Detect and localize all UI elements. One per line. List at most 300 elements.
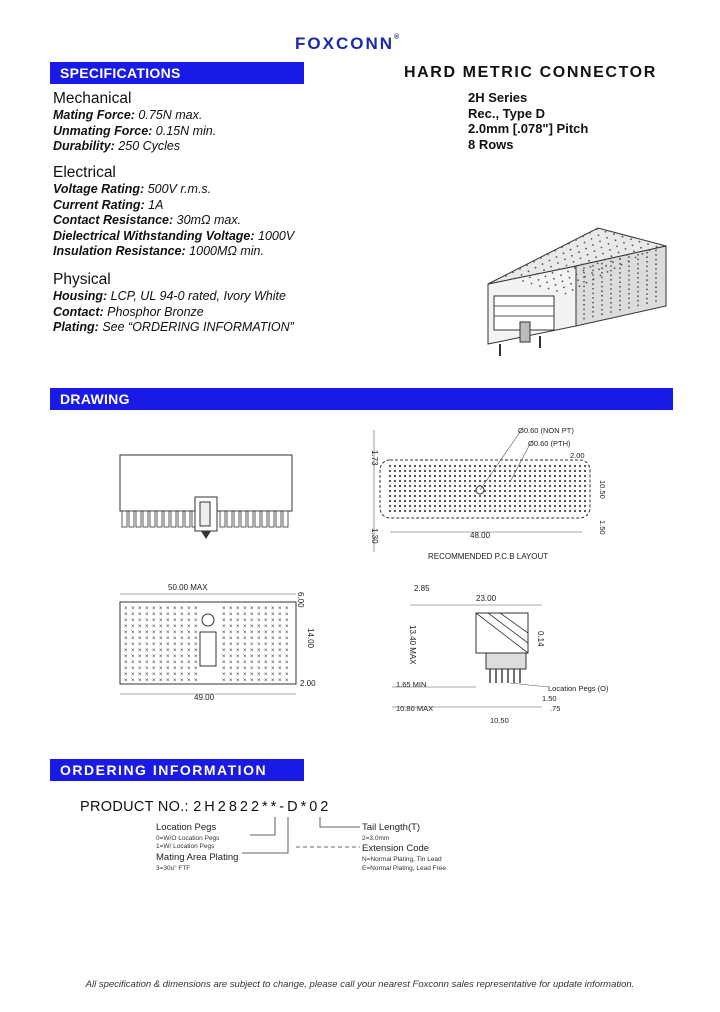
- contact-dot: [619, 286, 621, 288]
- pcb-hole: [444, 485, 446, 487]
- extension-option: E=Normal Plating, Lead Free: [362, 865, 447, 872]
- contact-dot: [601, 272, 603, 274]
- pcb-hole: [514, 480, 516, 482]
- mating-plating-option: 3=30u" FTF: [156, 865, 191, 872]
- pcb-hole: [394, 495, 396, 497]
- pcb-hole: [494, 475, 496, 477]
- dim-label: .75: [550, 704, 561, 713]
- pcb-hole: [454, 505, 456, 507]
- front-contact: ×: [187, 660, 191, 666]
- front-contact: ×: [236, 642, 240, 648]
- pcb-hole: [504, 470, 506, 472]
- contact-dot: [557, 262, 559, 264]
- front-contact: ×: [138, 618, 142, 624]
- dim-label: 6.00: [296, 592, 305, 608]
- front-contact: ×: [222, 624, 226, 630]
- front-contact: ×: [257, 678, 261, 684]
- pcb-hole: [424, 475, 426, 477]
- front-contact: ×: [124, 636, 128, 642]
- pcb-hole: [544, 470, 546, 472]
- dim-label: 49.00: [194, 693, 215, 702]
- pcb-hole: [504, 490, 506, 492]
- front-contact: ×: [194, 642, 198, 648]
- front-contact: ×: [278, 654, 282, 660]
- front-contact: ×: [173, 624, 177, 630]
- front-contact: ×: [131, 642, 135, 648]
- contact-dot: [628, 261, 630, 263]
- contact-tooth: [178, 511, 183, 527]
- contact-dot: [646, 289, 648, 291]
- pcb-hole: [404, 490, 406, 492]
- pcb-hole: [499, 500, 501, 502]
- pcb-hole: [459, 505, 461, 507]
- front-contact: ×: [236, 648, 240, 654]
- pcb-hole: [549, 505, 551, 507]
- front-contact: ×: [173, 678, 177, 684]
- pcb-hole: [494, 485, 496, 487]
- pcb-hole: [494, 480, 496, 482]
- pcb-hole: [449, 510, 451, 512]
- front-contact: ×: [264, 630, 268, 636]
- contact-dot: [570, 283, 572, 285]
- front-contact: ×: [243, 678, 247, 684]
- spec-row: Plating: See “ORDERING INFORMATION”: [53, 320, 294, 334]
- contact-dot: [540, 257, 542, 259]
- dim-label: 48.00: [470, 531, 491, 540]
- pcb-hole: [399, 505, 401, 507]
- contact-dot: [601, 309, 603, 311]
- contact-dot: [601, 286, 603, 288]
- pcb-hole: [564, 470, 566, 472]
- pcb-hole: [574, 480, 576, 482]
- pcb-hole: [394, 470, 396, 472]
- contact-dot: [583, 286, 585, 288]
- pcb-hole: [389, 495, 391, 497]
- pcb-hole: [564, 505, 566, 507]
- front-contact: ×: [264, 606, 268, 612]
- contact-dot: [583, 267, 585, 269]
- front-contact: ×: [180, 666, 184, 672]
- contact-dot: [528, 270, 530, 272]
- pcb-hole: [519, 480, 521, 482]
- pcb-hole: [524, 490, 526, 492]
- front-contact: ×: [180, 624, 184, 630]
- front-contact: ×: [285, 648, 289, 654]
- dim-label: 2.00: [570, 451, 585, 460]
- contact-dot: [655, 268, 657, 270]
- pcb-hole: [554, 490, 556, 492]
- pcb-hole: [434, 500, 436, 502]
- contact-dot: [628, 256, 630, 258]
- front-contact: ×: [229, 654, 233, 660]
- pcb-hole: [514, 510, 516, 512]
- pcb-hole: [519, 470, 521, 472]
- pcb-hole: [584, 475, 586, 477]
- front-contact: ×: [152, 660, 156, 666]
- front-contact: ×: [271, 624, 275, 630]
- contact-dot: [545, 275, 547, 277]
- pcb-hole: [504, 500, 506, 502]
- pcb-hole: [459, 495, 461, 497]
- front-contact: ×: [187, 654, 191, 660]
- front-contact: ×: [159, 642, 163, 648]
- front-contact: ×: [173, 642, 177, 648]
- contact-dot: [632, 244, 634, 246]
- front-contact: ×: [173, 666, 177, 672]
- front-contact: ×: [243, 666, 247, 672]
- contact-dot: [614, 267, 616, 269]
- front-contact: ×: [152, 678, 156, 684]
- pcb-hole: [509, 470, 511, 472]
- contact-dot: [610, 279, 612, 281]
- pcb-hole: [404, 485, 406, 487]
- front-contact: ×: [159, 678, 163, 684]
- pcb-hole: [464, 500, 466, 502]
- front-contact: ×: [236, 678, 240, 684]
- pcb-hole: [479, 495, 481, 497]
- contact-dot: [575, 239, 577, 241]
- pcb-hole: [399, 470, 401, 472]
- contact-dot: [610, 265, 612, 267]
- contact-dot: [592, 316, 594, 318]
- pcb-hole: [509, 500, 511, 502]
- front-contact: ×: [138, 660, 142, 666]
- contact-dot: [602, 253, 604, 255]
- pcb-hole: [444, 465, 446, 467]
- contact-dot: [543, 269, 545, 271]
- contact-dot: [647, 243, 649, 245]
- tail-length-label: Tail Length(T): [362, 822, 421, 833]
- front-contact: ×: [264, 642, 268, 648]
- front-contact: ×: [229, 618, 233, 624]
- front-contact: ×: [271, 618, 275, 624]
- front-contact: ×: [152, 636, 156, 642]
- contact-dot: [601, 300, 603, 302]
- pcb-hole: [489, 480, 491, 482]
- pcb-hole: [544, 490, 546, 492]
- pcb-hole: [414, 475, 416, 477]
- front-contact: ×: [187, 636, 191, 642]
- contact-dot: [566, 265, 568, 267]
- pcb-hole: [574, 475, 576, 477]
- front-contact: ×: [166, 672, 170, 678]
- front-contact: ×: [229, 612, 233, 618]
- contact-dot: [605, 265, 607, 267]
- pcb-layout-drawing: [360, 420, 620, 565]
- contact-dot: [628, 265, 630, 267]
- pcb-hole: [574, 500, 576, 502]
- pcb-hole: [564, 475, 566, 477]
- pcb-hole: [544, 485, 546, 487]
- contact-dot: [628, 284, 630, 286]
- pcb-hole: [389, 485, 391, 487]
- pcb-hole: [499, 495, 501, 497]
- pcb-hole: [499, 485, 501, 487]
- contact-dot: [619, 258, 621, 260]
- pcb-hole: [394, 475, 396, 477]
- pcb-hole: [484, 485, 486, 487]
- front-contact: ×: [222, 606, 226, 612]
- front-contact: ×: [131, 648, 135, 654]
- contact-dot: [576, 273, 578, 275]
- contact-dot: [637, 272, 639, 274]
- pcb-hole: [539, 465, 541, 467]
- spec-row: Dielectrical Withstanding Voltage: 1000V: [53, 228, 295, 243]
- pcb-hole: [549, 465, 551, 467]
- spec-row: Durability: 250 Cycles: [53, 139, 181, 153]
- contact-dot: [610, 293, 612, 295]
- contact-dot: [646, 261, 648, 263]
- front-contact: ×: [271, 672, 275, 678]
- contact-dot: [592, 306, 594, 308]
- pcb-hole: [489, 485, 491, 487]
- electrical-spec: [53, 164, 294, 260]
- contact-dot: [594, 250, 596, 252]
- front-contact: ×: [152, 648, 156, 654]
- pcb-hole: [444, 500, 446, 502]
- pcb-hole: [474, 485, 476, 487]
- pcb-hole: [499, 470, 501, 472]
- contact-dot: [595, 256, 597, 258]
- pcb-hole: [574, 510, 576, 512]
- product-code: 2H2822**-D*02: [193, 799, 332, 815]
- pcb-hole: [509, 475, 511, 477]
- tail-length-option: 2=3.0mm: [362, 835, 390, 842]
- pcb-hole: [579, 470, 581, 472]
- peg-label: Location Pegs (O): [548, 684, 609, 693]
- series-line: 8 Rows: [468, 136, 514, 152]
- front-view-drawing: [110, 580, 320, 710]
- contact-dot: [583, 313, 585, 315]
- pcb-hole: [434, 465, 436, 467]
- pcb-hole: [504, 505, 506, 507]
- pcb-hole: [469, 465, 471, 467]
- front-contact: ×: [229, 648, 233, 654]
- pcb-hole: [524, 505, 526, 507]
- pcb-hole: [409, 510, 411, 512]
- contact-dot: [635, 257, 637, 259]
- pcb-hole: [459, 490, 461, 492]
- contact-dot: [562, 280, 564, 282]
- pcb-caption: RECOMMENDED P.C.B LAYOUT: [428, 552, 549, 561]
- pcb-hole: [439, 490, 441, 492]
- front-contact: ×: [236, 612, 240, 618]
- front-contact: ×: [229, 630, 233, 636]
- pcb-hole: [499, 480, 501, 482]
- contact-dot: [533, 261, 535, 263]
- spec-row: Current Rating: 1A: [53, 197, 164, 212]
- pcb-hole: [529, 490, 531, 492]
- front-contact: ×: [250, 618, 254, 624]
- pcb-hole: [424, 495, 426, 497]
- pcb-hole: [474, 510, 476, 512]
- contact-dot: [583, 295, 585, 297]
- front-contact: ×: [194, 666, 198, 672]
- pcb-hole: [419, 490, 421, 492]
- ordering-header: ORDERING INFORMATION: [50, 759, 304, 781]
- contact-dot: [592, 293, 594, 295]
- pcb-hole: [559, 480, 561, 482]
- front-contact: ×: [166, 642, 170, 648]
- pcb-hole: [569, 485, 571, 487]
- front-contact: ×: [278, 648, 282, 654]
- front-contact: ×: [194, 672, 198, 678]
- pcb-hole: [489, 495, 491, 497]
- pcb-hole: [444, 505, 446, 507]
- front-contact: ×: [145, 606, 149, 612]
- pcb-hole: [574, 470, 576, 472]
- contact-tooth: [164, 511, 169, 527]
- contact-dot: [633, 251, 635, 253]
- contact-dot: [637, 286, 639, 288]
- front-contact: ×: [222, 678, 226, 684]
- front-contact: ×: [243, 648, 247, 654]
- contact-dot: [601, 313, 603, 315]
- front-contact: ×: [257, 606, 261, 612]
- pcb-hole: [424, 470, 426, 472]
- contact-dot: [560, 274, 562, 276]
- front-contact: ×: [271, 612, 275, 618]
- pcb-hole: [409, 505, 411, 507]
- front-contact: ×: [285, 654, 289, 660]
- contact-dot: [619, 268, 621, 270]
- front-contact: ×: [194, 612, 198, 618]
- contact-dot: [552, 272, 554, 274]
- front-contact: ×: [166, 648, 170, 654]
- contact-dot: [548, 288, 550, 290]
- contact-dot: [583, 272, 585, 274]
- contact-tooth: [122, 511, 127, 527]
- front-contact: ×: [180, 642, 184, 648]
- front-contact: ×: [250, 678, 254, 684]
- pcb-hole: [539, 480, 541, 482]
- location-pegs-option: 0=W/O Location Pegs: [156, 835, 220, 842]
- contact-dot: [628, 279, 630, 281]
- front-contact: ×: [124, 606, 128, 612]
- contact-dot: [522, 280, 524, 282]
- pcb-hole: [584, 470, 586, 472]
- pcb-hole: [499, 505, 501, 507]
- front-contact: ×: [152, 654, 156, 660]
- front-contact: ×: [194, 636, 198, 642]
- front-contact: ×: [285, 660, 289, 666]
- pcb-hole: [389, 490, 391, 492]
- front-contact: ×: [285, 678, 289, 684]
- pcb-hole: [424, 510, 426, 512]
- front-contact: ×: [173, 606, 177, 612]
- front-contact: ×: [166, 654, 170, 660]
- front-contact: ×: [229, 666, 233, 672]
- pcb-hole: [489, 470, 491, 472]
- pcb-hole: [409, 470, 411, 472]
- contact-dot: [586, 282, 588, 284]
- pcb-hole: [524, 500, 526, 502]
- pcb-hole: [414, 480, 416, 482]
- contact-dot: [619, 309, 621, 311]
- pcb-hole: [454, 500, 456, 502]
- contact-dot: [529, 277, 531, 279]
- pcb-hole: [449, 485, 451, 487]
- pcb-hole: [584, 480, 586, 482]
- contact-dot: [601, 267, 603, 269]
- pcb-hole: [559, 500, 561, 502]
- pcb-hole: [479, 475, 481, 477]
- front-contact: ×: [271, 630, 275, 636]
- pcb-hole: [579, 480, 581, 482]
- contact-dot: [592, 270, 594, 272]
- pcb-hole: [404, 475, 406, 477]
- pcb-hole: [484, 470, 486, 472]
- pcb-hole: [469, 505, 471, 507]
- pcb-hole: [504, 480, 506, 482]
- contact-dot: [563, 287, 565, 289]
- pcb-hole: [529, 480, 531, 482]
- pcb-hole: [584, 490, 586, 492]
- contact-dot: [587, 254, 589, 256]
- front-contact: ×: [166, 666, 170, 672]
- front-contact: ×: [145, 660, 149, 666]
- contact-dot: [619, 304, 621, 306]
- pcb-hole: [469, 485, 471, 487]
- contact-dot: [601, 295, 603, 297]
- mechanical-heading: Mechanical: [53, 90, 132, 107]
- front-contact: ×: [159, 630, 163, 636]
- front-contact: ×: [264, 672, 268, 678]
- pcb-hole: [494, 505, 496, 507]
- front-contact: ×: [159, 666, 163, 672]
- front-contact: ×: [131, 672, 135, 678]
- pcb-hole: [504, 465, 506, 467]
- front-contact: ×: [278, 612, 282, 618]
- pcb-hole: [509, 465, 511, 467]
- pcb-hole: [464, 505, 466, 507]
- front-contact: ×: [243, 624, 247, 630]
- pcb-hole: [399, 495, 401, 497]
- contact-dot: [625, 248, 627, 250]
- contact-dot: [583, 309, 585, 311]
- pcb-hole: [529, 510, 531, 512]
- pcb-hole: [534, 510, 536, 512]
- pcb-hole: [409, 500, 411, 502]
- pcb-hole: [574, 495, 576, 497]
- pcb-hole: [574, 490, 576, 492]
- contact-dot: [628, 275, 630, 277]
- pcb-hole: [494, 500, 496, 502]
- pcb-hole: [479, 465, 481, 467]
- front-contact: ×: [285, 612, 289, 618]
- contact-tooth: [255, 511, 260, 527]
- front-contact: ×: [278, 618, 282, 624]
- pcb-hole: [549, 480, 551, 482]
- front-contact: ×: [243, 672, 247, 678]
- pcb-hole: [439, 465, 441, 467]
- front-contact: ×: [152, 612, 156, 618]
- pcb-hole: [509, 495, 511, 497]
- contact-dot: [610, 261, 612, 263]
- contact-tooth: [143, 511, 148, 527]
- pcb-hole: [399, 480, 401, 482]
- pcb-hole: [529, 465, 531, 467]
- pcb-hole: [539, 495, 541, 497]
- contact-dot: [592, 288, 594, 290]
- pcb-hole: [539, 470, 541, 472]
- front-contact: ×: [222, 642, 226, 648]
- pcb-hole: [569, 510, 571, 512]
- pcb-hole: [434, 480, 436, 482]
- pcb-hole: [434, 510, 436, 512]
- pcb-hole: [559, 510, 561, 512]
- pcb-hole: [429, 500, 431, 502]
